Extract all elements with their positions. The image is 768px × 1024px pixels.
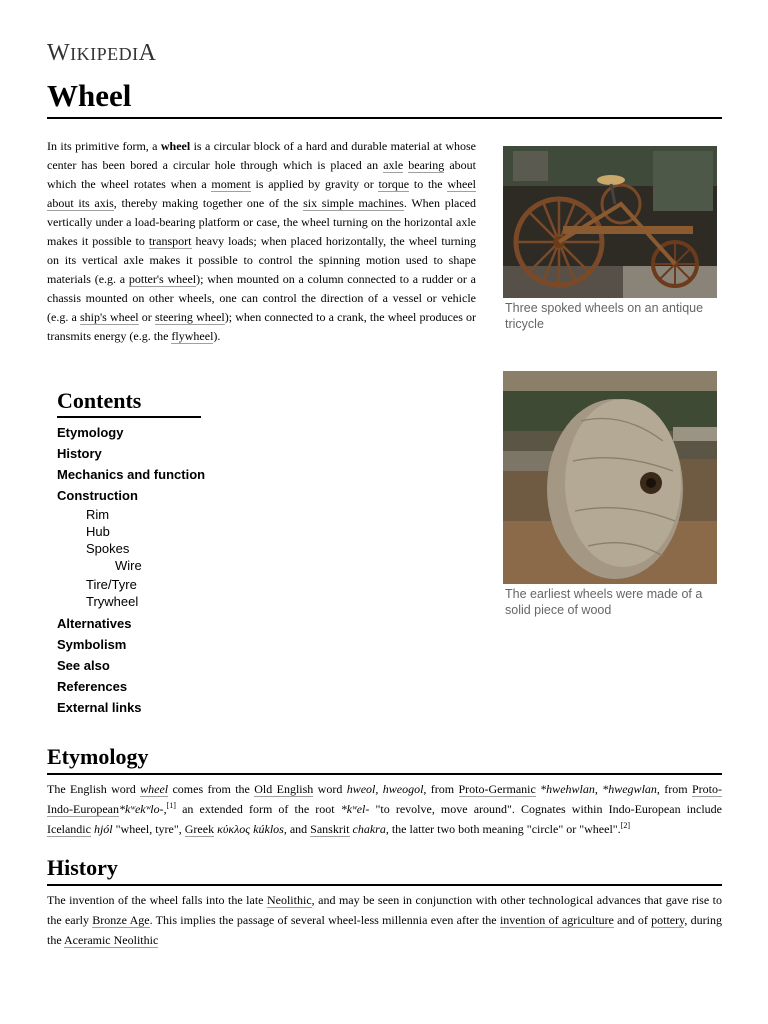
toc-item-see-also[interactable]: See also bbox=[57, 658, 110, 673]
intro-paragraph: In its primitive form, a wheel is a circular block of a hard and durable material at whose center has been bored a circular hole through which is placed an axle bearing about which the wheel rotates when a moment is applied by gravity or torque to the wheel about its axis, thereby making together one of the six simple machines. When placed vertically under a load-bearing platform or case, the wheel turning on the horizontal axle makes it possible to transport heavy loads; when placed horizontally, the wheel turning on its vertical axle makes it possible to control the spinning motion used to shape materials (e.g. a potter's wheel); when mounted on a column connected to a rudder or a chassis mounted on other wheels, one can control the direction of a vessel or vehicle (e.g. a ship's wheel or steering wheel); when connected to a crank, the wheel produces or transmits energy (e.g. the flywheel). bbox=[47, 139, 477, 343]
section-history bbox=[47, 854, 722, 950]
toc-item-references[interactable]: References bbox=[57, 679, 128, 694]
link-torque[interactable]: torque bbox=[378, 177, 410, 191]
link-moment[interactable]: moment bbox=[211, 177, 251, 191]
toc-item-history[interactable]: History bbox=[57, 446, 102, 461]
link-transport[interactable]: transport bbox=[148, 234, 192, 248]
link-proto-indo-european[interactable]: Proto-Indo-European bbox=[47, 782, 722, 816]
history-paragraph: The invention of the wheel falls into the late Neolithic, and may be seen in conjunction with other technological advances that gave rise to the early Bronze Age. This implies the passage of several wheel-less millennia even after the invention of agriculture and of pottery, during the Aceramic Neolithic bbox=[47, 893, 722, 947]
solid-wheel-image[interactable] bbox=[503, 371, 717, 584]
toc-item-trywheel[interactable]: Trywheel bbox=[86, 594, 139, 609]
section-heading-history: History bbox=[47, 854, 722, 886]
toc-item-mechanics[interactable]: Mechanics and function bbox=[57, 467, 206, 482]
figure-caption: The earliest wheels were made of a solid piece of wood bbox=[505, 587, 703, 617]
toc-item-spokes[interactable]: Spokes bbox=[86, 541, 130, 556]
logo-letters: IKIPEDI bbox=[70, 44, 139, 64]
link-wheel-wiktionary[interactable]: wheel bbox=[140, 782, 169, 796]
section-heading-etymology: Etymology bbox=[47, 743, 722, 775]
table-of-contents bbox=[57, 388, 257, 718]
link-icelandic[interactable]: Icelandic bbox=[47, 822, 91, 836]
bold-term: wheel bbox=[160, 139, 191, 153]
toc-item-rim[interactable]: Rim bbox=[86, 507, 110, 522]
title-divider bbox=[47, 117, 722, 119]
link-steering-wheel[interactable]: steering wheel bbox=[154, 310, 225, 324]
link-bronze-age[interactable]: Bronze Age bbox=[92, 913, 150, 927]
figure-solid-wheel bbox=[503, 371, 717, 620]
link-potters-wheel[interactable]: potter's wheel bbox=[128, 272, 197, 286]
toc-item-symbolism[interactable]: Symbolism bbox=[57, 637, 127, 652]
citation-1[interactable]: [1] bbox=[166, 801, 176, 810]
logo-letter-last: A bbox=[138, 40, 157, 66]
link-flywheel[interactable]: flywheel bbox=[171, 329, 214, 343]
link-axle[interactable]: axle bbox=[383, 158, 404, 172]
link-proto-germanic[interactable]: Proto-Germanic bbox=[458, 782, 536, 796]
link-wheel-about-axis[interactable]: wheel about its axis bbox=[47, 177, 476, 210]
section-etymology bbox=[47, 743, 722, 839]
citation-2[interactable]: [2] bbox=[620, 821, 631, 830]
toc-item-tire[interactable]: Tire/Tyre bbox=[86, 577, 137, 592]
figure-caption: Three spoked wheels on an antique tricycle bbox=[505, 301, 704, 331]
link-ships-wheel[interactable]: ship's wheel bbox=[79, 310, 139, 324]
link-old-english[interactable]: Old English bbox=[254, 782, 314, 796]
link-sanskrit[interactable]: Sanskrit bbox=[310, 822, 350, 836]
toc-item-alternatives[interactable]: Alternatives bbox=[57, 616, 132, 631]
link-greek[interactable]: Greek bbox=[184, 822, 215, 836]
toc-item-external-links[interactable]: External links bbox=[57, 700, 142, 715]
tricycle-image[interactable] bbox=[503, 146, 717, 298]
toc-item-construction[interactable]: Construction bbox=[57, 488, 138, 503]
figure-tricycle bbox=[503, 146, 717, 334]
toc-title: Contents bbox=[57, 388, 201, 418]
toc-item-wire[interactable]: Wire bbox=[115, 558, 142, 573]
wikipedia-logo[interactable] bbox=[47, 40, 157, 67]
link-six-simple-machines[interactable]: six simple machines bbox=[303, 196, 404, 210]
toc-item-hub[interactable]: Hub bbox=[86, 524, 110, 539]
link-neolithic[interactable]: Neolithic bbox=[266, 893, 312, 907]
link-aceramic-neolithic[interactable]: Aceramic Neolithic bbox=[64, 933, 159, 947]
toc-item-etymology[interactable]: Etymology bbox=[57, 425, 124, 440]
page-title: Wheel bbox=[47, 78, 132, 113]
link-invention-of-agriculture[interactable]: invention of agriculture bbox=[499, 913, 614, 927]
logo-letter-first: W bbox=[47, 40, 71, 66]
link-bearing[interactable]: bearing bbox=[408, 158, 445, 172]
link-pottery[interactable]: pottery bbox=[651, 913, 685, 927]
etymology-paragraph: The English word wheel comes from the Old English word hweol, hweogol, from Proto-Germanic *hwehwlan, *hwegwlan, from Proto-Indo-European*kʷekʷlo-,[1] an extended form of the root *kʷel- "to revolve, move around". Cognates within Indo-European include Icelandic hjól "wheel, tyre", Greek κύκλος kúklos, and Sanskrit chakra, the latter two both meaning "circle" or "wheel".[2] bbox=[47, 782, 722, 836]
